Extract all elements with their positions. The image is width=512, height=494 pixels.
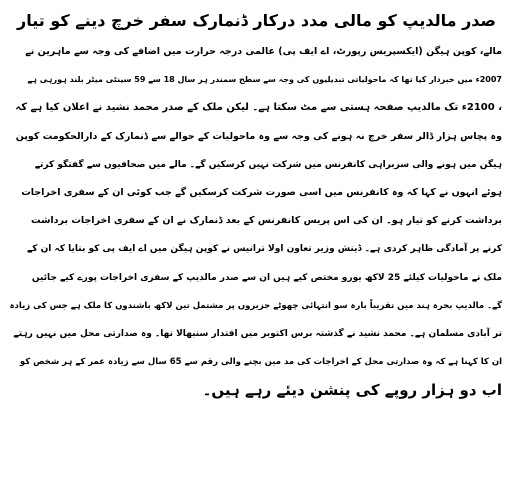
- article-headline: صدر مالدیپ کو مالی مدد درکار ڈنمارک سفر خرچ دینے کو تیار: [17, 11, 496, 30]
- article-line: مالے، کوپن ہیگن (ایکسپریس رپورٹ، اے ایف پی) عالمی درجہ حرارت میں اضافے کی وجہ سے ماہرین نے: [25, 46, 502, 57]
- article-line: تر آبادی مسلمان ہے۔ محمد نشید نے گذشتہ برس اکتوبر میں اقتدار سنبھالا تھا۔ وہ صدارتی محل میں نہیں رہتے: [13, 328, 502, 339]
- article-line: اب دو ہزار روپے کی پنشن دیئے رہے ہیں۔: [202, 381, 502, 400]
- article-line: برداشت کرنے کو تیار ہو۔ ان کی اس پریس کانفرنس کے بعد ڈنمارک نے ان کے سفری اخراجات برداشت: [31, 215, 502, 227]
- article-line: ہوئے انہوں نے کہا کہ وہ کانفرنس میں اسی صورت شرکت کرسکیں گے جب کوئی ان کے سفری اخراجات: [21, 186, 502, 198]
- article-line: گے۔ مالدیپ بحرہ ہند میں تقریباً بارہ سو انتہائی چھوٹے جزیروں پر مشتمل تین لاکھ باشندوں کا ملک ہے جس کی زیادہ: [10, 300, 502, 311]
- article-line: کرنے پر آمادگی ظاہر کردی ہے۔ ڈینش وزیر تعاون اولا ترانیس نے کوپن ہیگن میں اے ایف پی کو بتایا کہ ان کے: [26, 244, 502, 255]
- article-line: وہ پچاس ہزار ڈالر سفر خرچ نہ ہونے کی وجہ سے وہ ماحولیات کے حوالے سے ڈنمارک کے دارالحکومت کوپن: [15, 130, 502, 142]
- article-line: ان کا کہنا ہے کہ وہ صدارتی محل کے اخراجات کی مد میں بچنے والی رقم سے 65 سال سے زیادہ عمر کے ہر شخص کو: [19, 357, 502, 368]
- article-line: 2007ء میں خبردار کیا تھا کہ ماحولیاتی تبدیلیوں کی وجہ سے سطح سمندر ہر سال 18 سے 59 سینٹی میٹر بلند ہورہی ہے: [27, 75, 502, 85]
- article-line: ملک نے ماحولیات کیلئے 25 لاکھ یورو مختص کیے ہیں ان سے صدر مالدیپ کے سفری اخراجات پورے کیے جائیں: [31, 272, 502, 283]
- article-line: ، 2100ء تک مالدیپ صفحہ ہستی سے مٹ سکتا ہے۔ لیکن ملک کے صدر محمد نشید نے اعلان کیا ہے کہ: [15, 102, 502, 114]
- article-line: ہیگن میں ہونے والی سربراہی کانفرنس میں شرکت نہیں کرسکیں گے۔ مالے میں صحافیوں سے گفتگو کرتے: [34, 159, 502, 170]
- news-article: [10, 6, 502, 404]
